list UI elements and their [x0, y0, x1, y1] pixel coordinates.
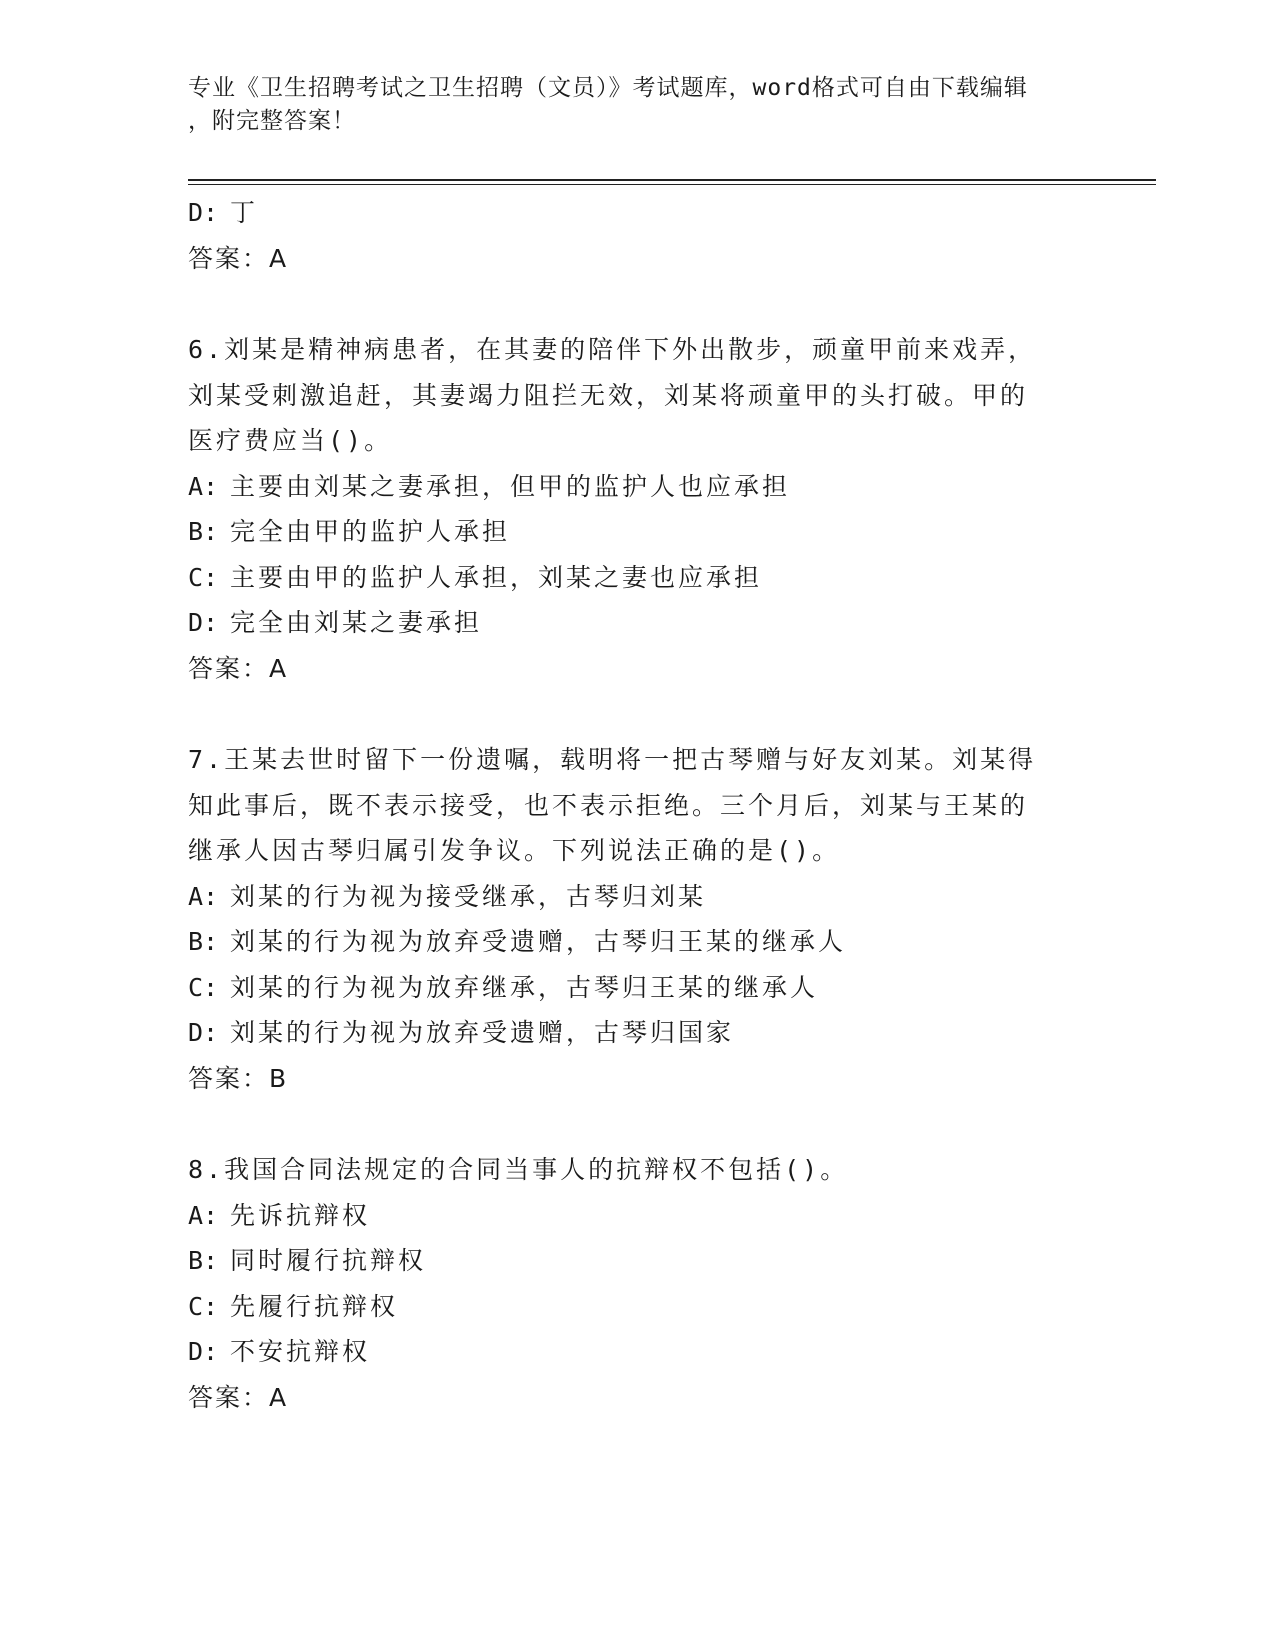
option-text: 同时履行抗辩权 [230, 1246, 427, 1275]
option-text: 先诉抗辩权 [230, 1200, 371, 1230]
question-stem-line: 8.我国合同法规定的合同当事人的抗辩权不包括()。 [188, 1155, 849, 1184]
option-text: 完全由甲的监护人承担 [230, 517, 511, 546]
option-d [188, 1010, 1068, 1056]
question-stem-line: 刘某受刺激追赶，其妻竭力阻拦无效，刘某将顽童甲的头打破。甲的 [188, 380, 1029, 410]
header-divider-thin [188, 184, 1156, 185]
option-a [188, 874, 1068, 920]
option-text: 主要由甲的监护人承担，刘某之妻也应承担 [230, 562, 763, 592]
option-letter: D: [188, 1337, 219, 1366]
option-a [188, 1193, 1068, 1239]
option-letter: D: [188, 1018, 219, 1047]
question-stem-line: 知此事后，既不表示接受，也不表示拒绝。三个月后，刘某与王某的 [188, 790, 1029, 820]
header-line-1: 专业《卫生招聘考试之卫生招聘（文员）》考试题库，word格式可自由下载编辑 [188, 75, 1028, 101]
option-c [188, 965, 1068, 1011]
answer-line: 答案：A [188, 243, 289, 273]
option-text: 刘某的行为视为接受继承，古琴归刘某 [230, 881, 707, 911]
option-d [188, 1329, 1068, 1375]
option-letter: A: [188, 1200, 219, 1230]
option-d [188, 190, 1068, 236]
option-c [188, 1284, 1068, 1330]
option-letter: C: [188, 972, 219, 1002]
option-text: 不安抗辩权 [230, 1337, 371, 1366]
spacer [188, 691, 1068, 737]
option-d [188, 600, 1068, 646]
answer-line: 答案：A [188, 653, 289, 683]
option-a [188, 464, 1068, 510]
header-divider-thick [188, 179, 1156, 181]
option-text: 主要由刘某之妻承担，但甲的监护人也应承担 [230, 471, 791, 501]
question-6 [188, 327, 1068, 691]
option-text: 刘某的行为视为放弃继承，古琴归王某的继承人 [230, 972, 819, 1002]
option-text: 完全由刘某之妻承担 [230, 608, 483, 637]
option-b [188, 509, 1068, 555]
option-c [188, 555, 1068, 601]
question-list [188, 190, 1068, 1420]
option-letter: D: [188, 198, 219, 227]
spacer [188, 1101, 1068, 1147]
option-letter: B: [188, 517, 219, 546]
option-letter: B: [188, 927, 219, 956]
option-text: 刘某的行为视为放弃受遗赠，古琴归王某的继承人 [230, 927, 847, 956]
option-text: 丁 [230, 198, 259, 227]
option-letter: B: [188, 1246, 219, 1275]
option-letter: C: [188, 562, 219, 592]
option-letter: C: [188, 1291, 219, 1321]
header-line-2: ，附完整答案！ [188, 108, 356, 134]
question-stem-line: 7.王某去世时留下一份遗嘱，载明将一把古琴赠与好友刘某。刘某得 [188, 745, 1037, 774]
spacer [188, 281, 1068, 327]
question-stem-line: 医疗费应当()。 [188, 426, 393, 455]
option-text: 刘某的行为视为放弃受遗赠，古琴归国家 [230, 1018, 735, 1047]
option-b [188, 919, 1068, 965]
option-letter: D: [188, 608, 219, 637]
question-8 [188, 1147, 1068, 1420]
option-letter: A: [188, 881, 219, 911]
answer-line: 答案：B [188, 1063, 289, 1093]
option-text: 先履行抗辩权 [230, 1291, 399, 1321]
option-letter: A: [188, 471, 219, 501]
option-b [188, 1238, 1068, 1284]
answer-line: 答案：A [188, 1382, 289, 1412]
question-stem-line: 继承人因古琴归属引发争议。下列说法正确的是()。 [188, 836, 841, 865]
document-header [188, 72, 1068, 138]
question-7 [188, 737, 1068, 1101]
question-stem-line: 6.刘某是精神病患者，在其妻的陪伴下外出散步，顽童甲前来戏弄， [188, 335, 1037, 364]
